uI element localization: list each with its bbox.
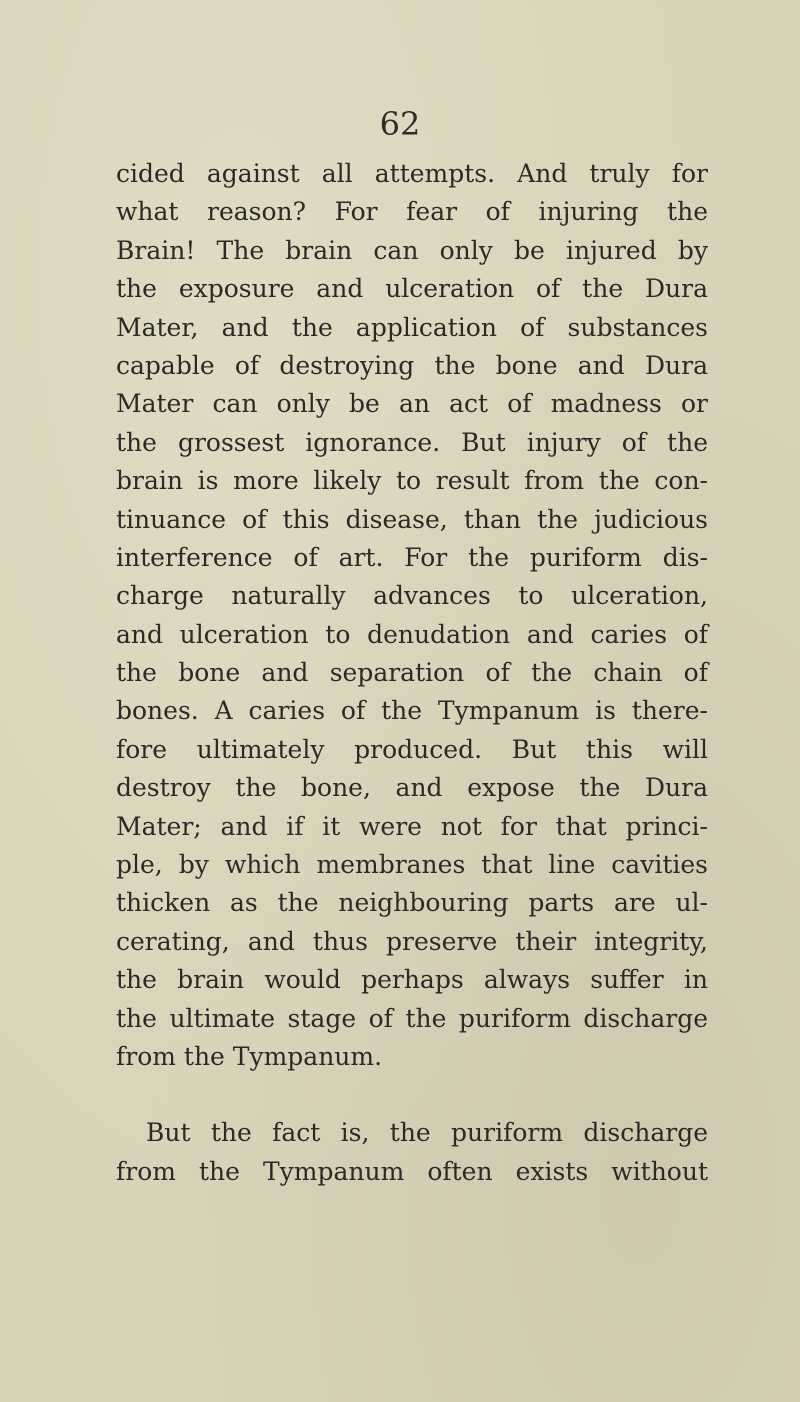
body-text [116,155,708,1191]
text-line: capable of destroying the bone and Dura [116,350,708,380]
text-line: the grossest ignorance. But injury of the [116,427,708,457]
text-line: the ultimate stage of the puriform discharge [116,1003,708,1033]
text-line: Brain! The brain can only be injured by [116,235,708,265]
text-line: the exposure and ulceration of the Dura [116,274,708,304]
text-line: Mater, and the application of substances [116,312,708,342]
text-line: charge naturally advances to ulceration, [116,581,708,611]
text-line: Mater can only be an act of madness or [116,389,708,419]
text-line: cerating, and thus preserve their integrity, [116,926,708,956]
text-line: bones. A caries of the Tympanum is there- [116,696,708,726]
text-line: But the fact is, the puriform discharge [146,1118,708,1148]
text-line: from the Tympanum. [116,1041,383,1071]
text-line: from the Tympanum often exists without [116,1156,708,1186]
paragraph-2 [116,1114,708,1191]
paragraph-1 [116,155,708,1076]
paragraph-gap [116,1076,708,1114]
text-line: interference of art. For the puriform dis- [116,542,708,572]
text-line: fore ultimately produced. But this will [116,734,708,764]
text-line: destroy the bone, and expose the Dura [116,773,708,803]
text-line: cided against all attempts. And truly for [116,159,708,188]
text-line: the bone and separation of the chain of [116,658,708,688]
text-line: Mater; and if it were not for that princi- [116,811,708,841]
text-line: brain is more likely to result from the con- [116,466,708,496]
text-line: and ulceration to denudation and caries of [116,619,708,649]
text-line: tinuance of this disease, than the judicious [116,504,708,534]
text-line: the brain would perhaps always suffer in [116,965,708,995]
text-line: ple, by which membranes that line cavities [116,850,708,880]
text-line: thicken as the neighbouring parts are ul- [116,888,708,918]
page-number: 62 [379,105,421,143]
text-line: what reason? For fear of injuring the [116,197,708,227]
